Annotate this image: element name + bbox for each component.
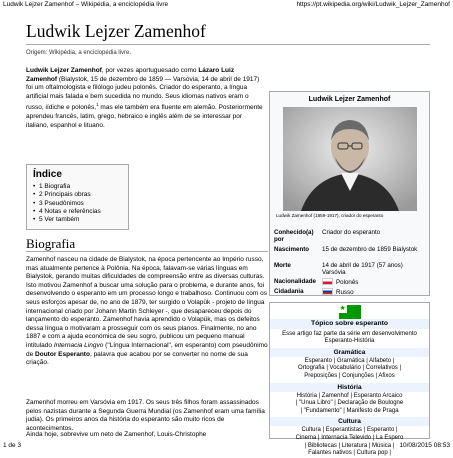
- title-divider: [26, 44, 430, 45]
- print-page-number: 1 de 3: [3, 442, 22, 449]
- portal-link-line[interactable]: | "Unua Libro" | Declaração de Boulogne: [295, 400, 404, 407]
- toc-item[interactable]: • 4 Notas e referências: [33, 208, 122, 216]
- infobox-value: 15 de dezembro de 1859 Bialystok: [322, 246, 418, 253]
- portal-title: Tópico sobre esperanto: [270, 319, 429, 329]
- portrait-illustration: [283, 107, 417, 211]
- section-heading-biografia: Biografia: [26, 236, 76, 251]
- portal-link-line[interactable]: Cultura | Esperantistas | Esperanto |: [301, 427, 398, 434]
- portal-section-links: [270, 357, 429, 381]
- lead-paragraph: Ludwik Lejzer Zamenhof, por vezes aportuguesado como Lázaro Luiz Zamenhof (Bialystok, 15 de dezembro de 1859 — Varsóvia, 14 de abril de 1917) foi um oftalmologista e filólogo judeu polonês. Criador do esperanto, a língua artificial mais falada e bem sucedida no mundo. Seus idiomas nativos eram o russo, iídiche e polonês,$^1$ mas ele também era fluente em alemão. Posteriormente aprendeu francês, latim, grego, hebraico e inglês além de se interessar por italiano, espanhol e lituano.: [26, 67, 263, 129]
- toc-item[interactable]: • 3 Pseudônimos: [33, 200, 122, 208]
- infobox: [269, 91, 430, 296]
- print-header: [0, 1, 453, 11]
- portal-link-line[interactable]: | Bibliotecas | Literatura | Música |: [304, 442, 395, 449]
- portal-link-line[interactable]: Cinema | Internacia Televido | La Espero: [295, 434, 404, 441]
- toc-item[interactable]: • 2 Principais obras: [33, 191, 122, 199]
- infobox-value[interactable]: Polonês: [336, 279, 359, 286]
- print-footer: [0, 442, 453, 452]
- reference-link[interactable]: 1: [96, 102, 99, 108]
- section-divider: [26, 251, 268, 252]
- portrait-photo[interactable]: [283, 107, 417, 211]
- portal-link-line[interactable]: Preposições | Conjunções | Afixos: [304, 373, 395, 379]
- toc-title: Índice: [33, 169, 62, 180]
- portal-link-line[interactable]: História | Zamenhof | Esperanto Arcaico: [296, 392, 403, 399]
- portal-link-line[interactable]: | "Fundamento" | Manifesto de Praga: [300, 407, 399, 414]
- portal-subtitle: Esse artigo faz parte da série em desenvolvimento Esperanto-História: [282, 331, 417, 345]
- toc-item[interactable]: • 1 Biografia: [33, 183, 122, 191]
- infobox-label: Nacionalidade: [274, 278, 316, 285]
- infobox-label: Nascimento: [274, 246, 310, 253]
- portal-link-line[interactable]: Esperanto | Gramática | Alfabeto |: [304, 357, 395, 364]
- infobox-value: 14 de abril de 1917 (57 anos) Varsóvia: [322, 262, 403, 276]
- portal-section-heading: Cultura: [270, 417, 429, 426]
- biografia-paragraph-1: Zamenhof nasceu na cidade de Bialystok, na época pertencente ao Império russo, mas atualmente pertence à Polônia. Na época, falavam-se várias línguas em Bialystok, gerando muitas dificuldades de compreensão entre as diversas culturas. Isto motivou Zamenhof a buscar uma solução para o problema, e durante anos, foi desenvolvendo o esperanto em um processo longo e trabalhoso. Continuou com os seus esforços apesar de, no ano de 1879, ter surgido o Volapük - projeto de língua internacional criado por Johann Martin Schleyer -, que desapareceu depois do lançamento do esperanto. Zamenhof havia aprendido o Volapük, mas os defeitos dessa língua o motivaram a prosseguir com os seus planos. Finalmente, no ano 1887 e com a ajuda económica de seu sogro, publicou um pequeno manual intitulado Internacia Lingvo ("Língua Internacional", em esperanto) com pseudônimo de Doutor Esperanto, palavra que acabou por se converter no nome de sua criação.: [26, 256, 268, 367]
- lead-alt-name: Lázaro Luiz Zamenhof: [26, 67, 235, 83]
- portal-link-line[interactable]: Ortografia | Vocabulário | Correlativos |: [297, 365, 402, 372]
- portal-section-heading: Gramática: [270, 348, 429, 357]
- poland-flag-icon: [322, 278, 333, 285]
- print-page-title: Ludwik Lejzer Zamenhof – Wikipédia, a enciclopédia livre: [3, 1, 169, 8]
- infobox-value[interactable]: Russo: [336, 289, 354, 296]
- page-title: Ludwik Lejzer Zamenhof: [26, 21, 206, 41]
- portal-section-links: [270, 392, 429, 416]
- esperanto-flag-icon[interactable]: ★: [339, 305, 361, 319]
- biografia-paragraph-2: Zamenhof morreu em Varsóvia em 1917. Os seus três filhos foram assassinados pelos nazistas durante a Segunda Guerra Mundial (os Zamenhof eram uma família judia). Os primeiros anos da história do esperanto são muito ricos de acontecimentos.: [26, 399, 265, 432]
- russia-flag-icon: [322, 288, 333, 295]
- toc-list: [33, 183, 122, 224]
- portal-link-line[interactable]: Falantes nativos | Cultura pop |: [308, 450, 391, 457]
- print-url: https://pt.wikipedia.org/wiki/Ludwik_Lejzer_Zamenhof: [296, 1, 450, 8]
- portal-section-heading: História: [270, 383, 429, 392]
- biografia-paragraph-3: Ainda hoje, sobrevive um neto de Zamenhof, Louis-Christophe: [26, 431, 207, 438]
- infobox-label: Conhecido(a) por: [274, 229, 314, 243]
- table-of-contents: [26, 164, 129, 230]
- origin-note: Origem: Wikipédia, a enciclopédia livre.: [26, 50, 132, 56]
- infobox-value: Criador do esperanto: [322, 229, 381, 236]
- infobox-label: Cidadania: [274, 288, 304, 295]
- lead-name: Ludwik Lejzer Zamenhof: [26, 67, 102, 74]
- print-datetime: 10/08/2015 08:53: [399, 442, 450, 449]
- toc-item[interactable]: • 5 Ver também: [33, 216, 122, 224]
- photo-caption: Ludwik Zamenhof (1859-1917), criador do esperanto: [276, 213, 384, 218]
- infobox-label: Morte: [274, 262, 291, 269]
- infobox-title: Ludwik Lejzer Zamenhof: [308, 96, 391, 103]
